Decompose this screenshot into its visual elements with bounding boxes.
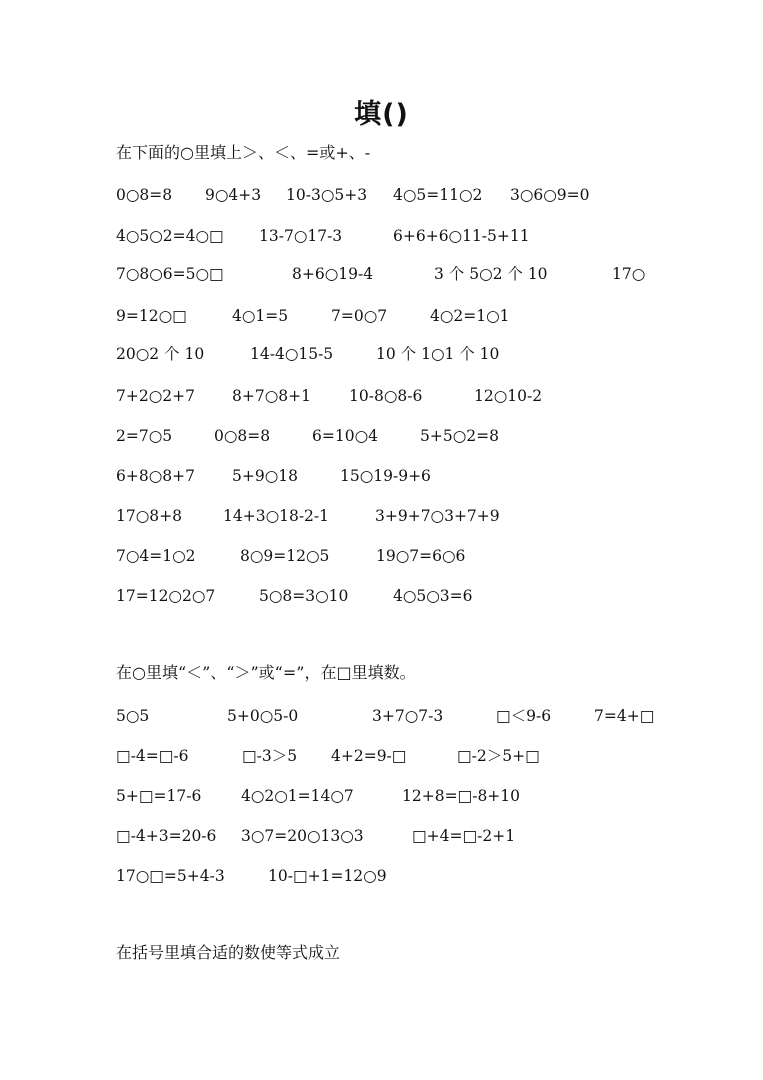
section1-row — [116, 506, 656, 528]
section1-row — [116, 386, 656, 408]
exercise-item: 0○8=8 — [116, 186, 173, 204]
section1-row — [116, 344, 656, 366]
section1-row — [116, 466, 656, 488]
exercise-item: 17○ — [612, 265, 646, 283]
section2-row — [116, 866, 656, 888]
exercise-item: □-4+3=20-6 — [116, 827, 217, 845]
exercise-item: 8+7○8+1 — [232, 387, 311, 405]
exercise-item: 7+2○2+7 — [116, 387, 195, 405]
exercise-item: 5+9○18 — [232, 467, 298, 485]
exercise-item: 6+8○8+7 — [116, 467, 195, 485]
section1-row — [116, 306, 656, 328]
exercise-item: 4○1=5 — [232, 307, 289, 325]
exercise-item: 15○19-9+6 — [340, 467, 431, 485]
exercise-item: 5○8=3○10 — [259, 587, 349, 605]
exercise-item: □-2＞5+□ — [457, 747, 540, 765]
exercise-item: 2=7○5 — [116, 427, 173, 445]
exercise-item: 7○4=1○2 — [116, 547, 196, 565]
exercise-item: 6=10○4 — [312, 427, 378, 445]
section1-row — [116, 226, 656, 248]
section2-row — [116, 786, 656, 808]
exercise-item: □-3＞5 — [242, 747, 298, 765]
exercise-item: 4○5=11○2 — [393, 186, 483, 204]
exercise-item: 17○8+8 — [116, 507, 182, 525]
exercise-item: 3○6○9=0 — [510, 186, 590, 204]
exercise-item: 10-□+1=12○9 — [268, 867, 387, 885]
exercise-item: 7○8○6=5○□ — [116, 265, 224, 283]
exercise-item: 7=0○7 — [331, 307, 388, 325]
section1-row — [116, 546, 656, 568]
exercise-item: 3+9+7○3+7+9 — [375, 507, 500, 525]
exercise-item: 5+□=17-6 — [116, 787, 202, 805]
section3-instruction: 在括号里填合适的数使等式成立 — [116, 943, 341, 962]
exercise-item: 12○10-2 — [474, 387, 543, 405]
exercise-item: 14-4○15-5 — [250, 345, 334, 363]
exercise-item: 8○9=12○5 — [240, 547, 330, 565]
exercise-item: 3○7=20○13○3 — [241, 827, 364, 845]
exercise-item: 8+6○19-4 — [292, 265, 374, 283]
exercise-item: 9○4+3 — [205, 186, 262, 204]
exercise-item: 4○5○3=6 — [393, 587, 473, 605]
exercise-item: 4○2=1○1 — [430, 307, 510, 325]
section1-row — [116, 426, 656, 448]
exercise-item: 5+0○5-0 — [227, 707, 299, 725]
section2-instruction: 在○里填“＜”、“＞”或“=”，在□里填数。 — [116, 663, 416, 682]
exercise-item: 17=12○2○7 — [116, 587, 216, 605]
section2-row — [116, 746, 656, 768]
exercise-item: 20○2 个 10 — [116, 345, 205, 363]
exercise-item: 12+8=□-8+10 — [402, 787, 521, 805]
exercise-item: 4○2○1=14○7 — [241, 787, 354, 805]
exercise-item: 5+5○2=8 — [420, 427, 499, 445]
exercise-item: 4○5○2=4○□ — [116, 227, 224, 245]
exercise-item: 17○□=5+4-3 — [116, 867, 225, 885]
page-title: 填() — [354, 99, 409, 130]
exercise-item: □＜9-6 — [496, 707, 552, 725]
exercise-item: 0○8=8 — [214, 427, 271, 445]
exercise-item: 10-8○8-6 — [349, 387, 423, 405]
section1-row — [116, 586, 656, 608]
exercise-item: 3 个 5○2 个 10 — [434, 265, 548, 283]
section1-row — [116, 185, 656, 207]
exercise-item: 10 个 1○1 个 10 — [376, 345, 500, 363]
section1-instruction: 在下面的○里填上＞、＜、=或+、- — [116, 143, 371, 162]
section2-row — [116, 826, 656, 848]
exercise-item: 13-7○17-3 — [259, 227, 343, 245]
exercise-item: 6+6+6○11-5+11 — [393, 227, 530, 245]
section1-row — [116, 264, 656, 286]
section2-row — [116, 706, 656, 728]
exercise-item: 3+7○7-3 — [372, 707, 444, 725]
exercise-item: 9=12○□ — [116, 307, 187, 325]
exercise-item: 19○7=6○6 — [376, 547, 466, 565]
exercise-item: □+4=□-2+1 — [412, 827, 516, 845]
exercise-item: 7=4+□ — [594, 707, 655, 725]
exercise-item: □-4=□-6 — [116, 747, 189, 765]
exercise-item: 5○5 — [116, 707, 150, 725]
exercise-item: 10-3○5+3 — [286, 186, 368, 204]
exercise-item: 4+2=9-□ — [331, 747, 407, 765]
exercise-item: 14+3○18-2-1 — [223, 507, 330, 525]
